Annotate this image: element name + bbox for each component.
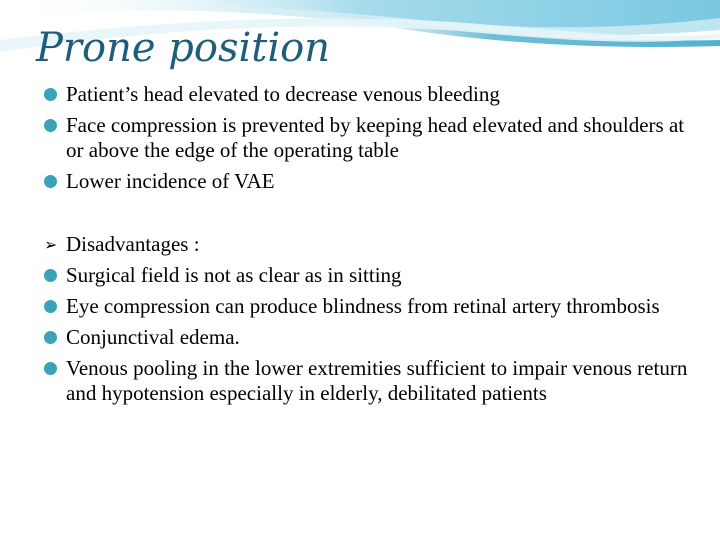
disadvantages-heading-item bbox=[44, 232, 694, 257]
bullet-text: Venous pooling in the lower extremities sufficient to impair venous return and hypotension especially in elderly, debilitated patients bbox=[66, 356, 688, 405]
bullet-list-disadvantages bbox=[44, 232, 694, 406]
bullet-text: Patient’s head elevated to decrease venous bleeding bbox=[66, 82, 500, 106]
list-item bbox=[44, 113, 694, 163]
arrow-bullet-icon: ➢ bbox=[44, 235, 58, 254]
slide-content bbox=[44, 82, 694, 412]
bullet-dot-icon bbox=[44, 82, 66, 101]
list-item bbox=[44, 356, 694, 406]
bullet-text: Lower incidence of VAE bbox=[66, 169, 275, 193]
bullet-list-advantages bbox=[44, 82, 694, 194]
bullet-dot-icon bbox=[44, 169, 66, 188]
bullet-dot-icon bbox=[44, 325, 66, 344]
bullet-text: Conjunctival edema. bbox=[66, 325, 240, 349]
list-item bbox=[44, 169, 694, 194]
slide-title: Prone position bbox=[36, 25, 330, 71]
bullet-dot-icon bbox=[44, 356, 66, 375]
list-item bbox=[44, 325, 694, 350]
list-item bbox=[44, 294, 694, 319]
bullet-dot-icon bbox=[44, 113, 66, 132]
bullet-dot-icon bbox=[44, 294, 66, 313]
list-item bbox=[44, 82, 694, 107]
bullet-text: Eye compression can produce blindness from retinal artery thrombosis bbox=[66, 294, 660, 318]
bullet-text: Surgical field is not as clear as in sitting bbox=[66, 263, 402, 287]
bullet-text: Face compression is prevented by keeping head elevated and shoulders at or above the edge of the operating table bbox=[66, 113, 685, 162]
bullet-dot-icon bbox=[44, 263, 66, 282]
disadvantages-heading: Disadvantages : bbox=[66, 232, 200, 256]
list-item bbox=[44, 263, 694, 288]
